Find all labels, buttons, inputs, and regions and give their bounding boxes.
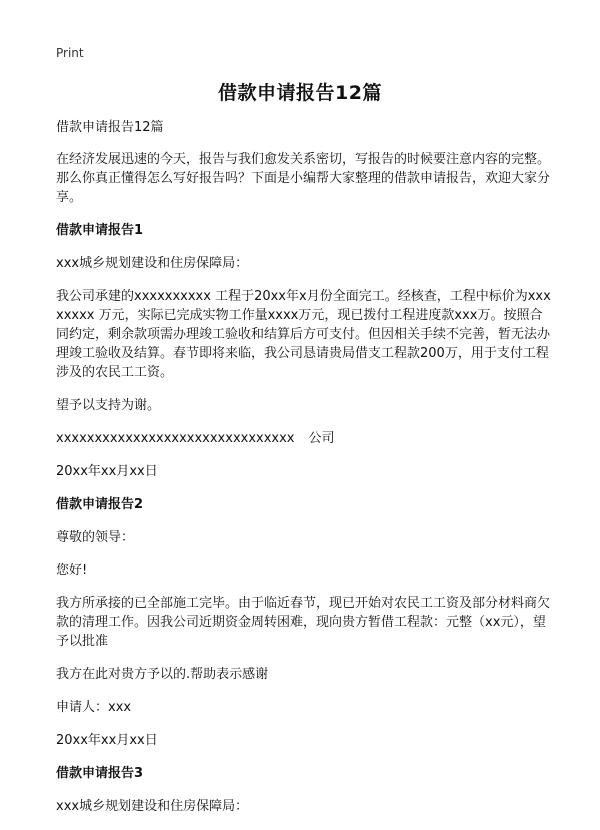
- document-body: [56, 118, 552, 830]
- report2-greeting: 您好!: [56, 563, 88, 578]
- report1-signature-company: 公司: [308, 431, 335, 446]
- report1-signature-placeholder: xxxxxxxxxxxxxxxxxxxxxxxxxxxxxxx: [56, 431, 295, 446]
- report2-date: 20xx年xx月xx日: [56, 733, 158, 748]
- report1-recipient: xxx城乡规划建设和住房保障局：: [56, 256, 249, 271]
- document-title: 借款申请报告12篇: [218, 82, 382, 104]
- report2-applicant: 申请人：xxx: [56, 700, 132, 715]
- intro-paragraph: 在经济发展迅速的今天，报告与我们愈发关系密切，写报告的时候要注意内容的完整。那么你真正懂得怎么写好报告吗？下面是小编帮大家整理的借款申请报告，欢迎大家分享。: [56, 152, 551, 205]
- report2-body: 我方所承接的已全部施工完毕。由于临近春节，现已开始对农民工工资及部分材料商欠款的清理工作。因我公司近期资金周转困难，现向贵方暂借工程款：元整（xx元），望予以批准: [56, 596, 551, 649]
- report3-heading: 借款申请报告3: [56, 766, 144, 781]
- report2-heading: 借款申请报告2: [56, 497, 144, 512]
- report1-closing: 望予以支持为谢。: [56, 398, 161, 413]
- intro-subtitle: 借款申请报告12篇: [56, 120, 164, 135]
- report3-recipient: xxx城乡规划建设和住房保障局：: [56, 799, 249, 814]
- report2-thanks: 我方在此对贵方予以的.帮助表示感谢: [56, 667, 269, 682]
- report1-signature: [56, 429, 552, 448]
- report2-salutation: 尊敬的领导：: [56, 530, 135, 545]
- report1-heading: 借款申请报告1: [56, 223, 144, 238]
- print-label: Print: [56, 46, 84, 60]
- report1-body: 我公司承建的xxxxxxxxxx 工程于20xx年x月份全面完工。经核查，工程中标价为xxxxxxxx 万元，实际已完成实物工作量xxxx万元，现已拨付工程进度款xxx万。按照合同约定，剩余款项需办理竣工验收和结算后方可支付。但因相关手续不完善，暂无法办理竣工验收及结算。春节即将来临，我公司恳请贵局借支工程款200万，用于支付工程涉及的农民工工资。: [56, 289, 551, 380]
- report1-date: 20xx年xx月xx日: [56, 464, 158, 479]
